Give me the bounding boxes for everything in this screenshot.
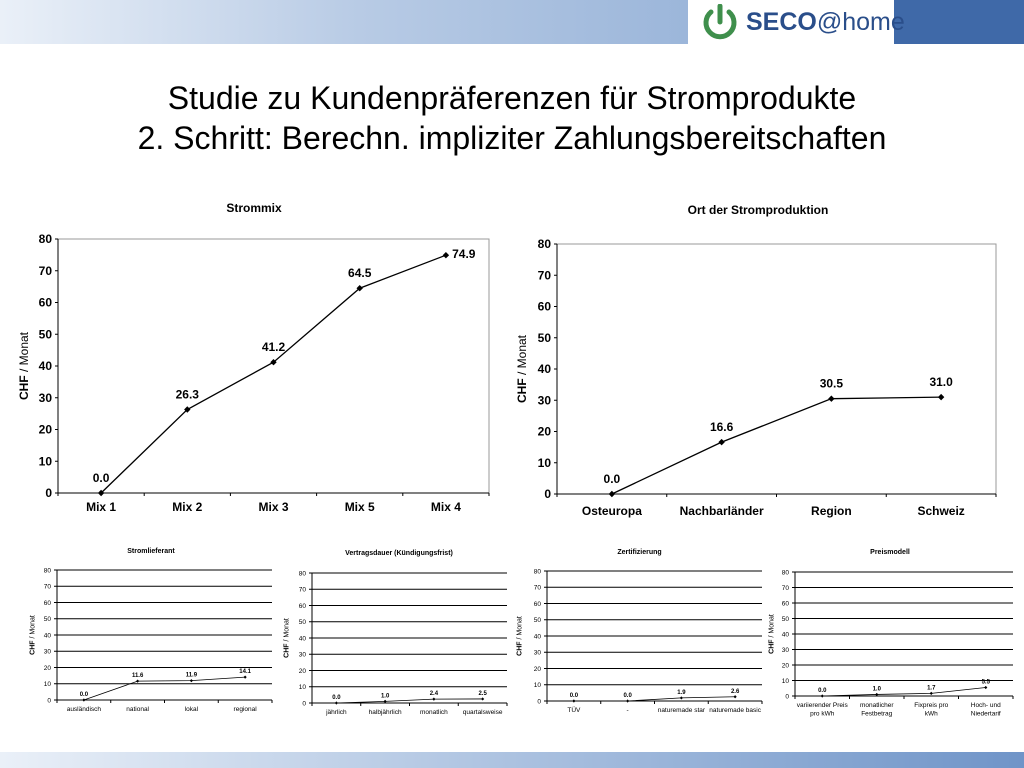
page-title (0, 78, 1024, 158)
x-tick-label: Mix 1 (86, 500, 117, 514)
data-label: 2.6 (730, 688, 740, 695)
y-tick-label: 30 (533, 649, 541, 657)
y-tick-label: 50 (781, 615, 789, 623)
y-tick-label: 40 (43, 632, 51, 640)
y-tick-label: 10 (43, 681, 51, 689)
y-axis-label: CHF / Monat (516, 616, 524, 656)
y-tick-label: 50 (38, 327, 52, 342)
y-tick-label: 10 (537, 455, 551, 470)
chart-preismodell (765, 546, 1015, 736)
data-label: 0.0 (603, 472, 621, 486)
x-tick-label: quartalsweise (462, 709, 503, 716)
x-tick-label: Mix 5 (344, 500, 375, 514)
x-tick-label: Schweiz (917, 504, 965, 518)
x-tick-label: Fixpreis pro kWh (914, 702, 949, 718)
data-label: 31.0 (929, 375, 953, 390)
x-tick-label: naturemade star (657, 707, 706, 714)
y-tick-label: 60 (533, 600, 541, 608)
chart-title: Ort der Stromproduktion (687, 203, 829, 217)
y-tick-label: 70 (537, 268, 551, 283)
y-tick-label: 30 (537, 393, 551, 408)
x-tick-label: ausländisch (66, 706, 102, 713)
x-tick-label: national (126, 706, 150, 713)
x-tick-label: Mix 2 (172, 500, 203, 514)
y-tick-label: 60 (298, 602, 306, 610)
brand-logo (746, 8, 905, 37)
y-tick-label: 0 (302, 700, 306, 708)
y-tick-label: 0 (544, 487, 551, 502)
y-tick-label: 70 (298, 586, 306, 594)
x-tick-label: regional (233, 706, 257, 713)
data-label: 11.6 (131, 673, 144, 680)
y-tick-label: 10 (533, 682, 541, 690)
y-tick-label: 10 (298, 684, 306, 692)
y-axis-label: CHF / Monat (29, 615, 37, 655)
chart-title: Stromlieferant (127, 548, 175, 555)
y-tick-label: 40 (533, 633, 541, 641)
data-label: 0.0 (92, 471, 110, 485)
chart-title: Preismodell (870, 549, 910, 556)
brand-name: SECO (746, 8, 817, 36)
data-label: 2.5 (478, 690, 487, 697)
y-tick-label: 40 (298, 635, 306, 643)
data-label: 1.0 (380, 693, 390, 700)
y-tick-label: 80 (43, 567, 51, 575)
y-tick-label: 30 (781, 646, 789, 654)
y-tick-label: 70 (43, 583, 51, 591)
header-band-dark (894, 0, 1024, 44)
y-tick-label: 60 (43, 599, 51, 607)
y-tick-label: 50 (298, 619, 306, 627)
title-line-2: 2. Schritt: Berechn. impliziter Zahlungsbereitschaften (137, 120, 887, 156)
y-tick-label: 70 (533, 584, 541, 592)
y-tick-label: 50 (43, 616, 51, 624)
data-label: 1.7 (927, 685, 936, 692)
y-tick-label: 80 (781, 569, 789, 577)
y-tick-label: 70 (781, 584, 789, 592)
x-tick-label: monatlicher Festbetrag (859, 702, 894, 718)
power-icon (700, 4, 740, 40)
x-tick-label: Region (811, 504, 852, 518)
plot-area (58, 239, 489, 493)
y-tick-label: 60 (537, 299, 551, 314)
x-tick-label: Mix 3 (258, 500, 289, 514)
x-tick-label: halbjährlich (368, 709, 402, 716)
data-label: 41.2 (261, 340, 286, 355)
x-tick-label: variierender Preis pro kWh (796, 702, 848, 718)
y-tick-label: 50 (533, 617, 541, 625)
y-tick-label: 20 (43, 664, 51, 672)
x-tick-label: lokal (184, 706, 199, 713)
brand-suffix: @home (816, 8, 905, 36)
chart-stromlieferant (26, 545, 276, 725)
y-axis-label: CHF / Monat (283, 618, 291, 658)
data-label: 0.0 (79, 692, 89, 698)
data-label: 30.5 (819, 376, 844, 391)
y-tick-label: 10 (38, 454, 52, 469)
y-tick-label: 80 (38, 232, 52, 247)
y-tick-label: 20 (298, 667, 306, 675)
data-label: 16.6 (709, 420, 734, 435)
data-label: 74.9 (452, 247, 476, 262)
y-tick-label: 0 (45, 486, 52, 501)
y-tick-label: 30 (38, 390, 52, 405)
data-label: 0.0 (569, 693, 579, 699)
x-tick-label: Mix 4 (430, 500, 461, 514)
data-label: 64.5 (348, 266, 372, 281)
x-tick-label: Hoch- und Niedertarif (970, 702, 1001, 718)
chart-title: Vertragsdauer (Kündigungsfrist) (345, 550, 453, 557)
y-axis-label: CHF / Monat (17, 331, 32, 401)
y-tick-label: 20 (537, 424, 551, 439)
y-tick-label: 20 (781, 662, 789, 670)
y-tick-label: 0 (785, 693, 789, 701)
y-tick-label: 80 (537, 237, 551, 252)
x-tick-label: - (626, 707, 629, 714)
y-tick-label: 40 (781, 631, 789, 639)
data-label: 26.3 (175, 387, 199, 402)
y-tick-label: 20 (38, 422, 52, 437)
data-label: 5.5 (981, 679, 990, 686)
data-label: 2.4 (429, 691, 439, 698)
x-tick-label: monatlich (419, 709, 448, 716)
footer-band (0, 752, 1024, 768)
x-tick-label: naturemade basic (709, 707, 761, 714)
y-tick-label: 50 (537, 330, 551, 345)
y-tick-label: 80 (533, 568, 541, 576)
y-tick-label: 60 (38, 295, 52, 310)
y-tick-label: 80 (298, 570, 306, 578)
data-label: 11.9 (185, 672, 198, 679)
y-axis-label: CHF / Monat (515, 334, 530, 404)
chart-title: Strommix (226, 201, 282, 215)
data-label: 1.0 (872, 686, 881, 693)
y-tick-label: 0 (47, 697, 51, 705)
y-tick-label: 30 (298, 651, 306, 659)
data-label: 1.9 (677, 689, 686, 696)
y-axis-label: CHF / Monat (768, 614, 776, 654)
data-label: 0.0 (818, 688, 827, 694)
chart-ort-der-stromproduktion (510, 198, 1006, 531)
y-tick-label: 70 (38, 263, 52, 278)
plot-area (557, 244, 996, 494)
data-label: 0.0 (332, 695, 341, 701)
y-tick-label: 40 (38, 359, 52, 374)
data-label: 0.0 (623, 693, 632, 699)
y-tick-label: 0 (537, 698, 541, 706)
chart-title: Zertifizierung (617, 549, 662, 556)
data-label: 14.1 (239, 669, 251, 676)
chart-vertragsdauer (280, 547, 518, 725)
x-tick-label: Nachbarländer (679, 504, 764, 518)
chart-zertifizierung (513, 546, 766, 725)
x-tick-label: Osteuropa (581, 504, 642, 518)
x-tick-label: TÜV (567, 707, 581, 714)
y-tick-label: 20 (533, 665, 541, 673)
y-tick-label: 10 (781, 677, 789, 685)
y-tick-label: 60 (781, 600, 789, 608)
chart-strommix (12, 196, 496, 531)
y-tick-label: 40 (537, 362, 551, 377)
title-line-1: Studie zu Kundenpräferenzen für Stromprodukte (167, 80, 857, 116)
x-tick-label: jährlich (326, 709, 347, 716)
y-tick-label: 30 (43, 648, 51, 656)
